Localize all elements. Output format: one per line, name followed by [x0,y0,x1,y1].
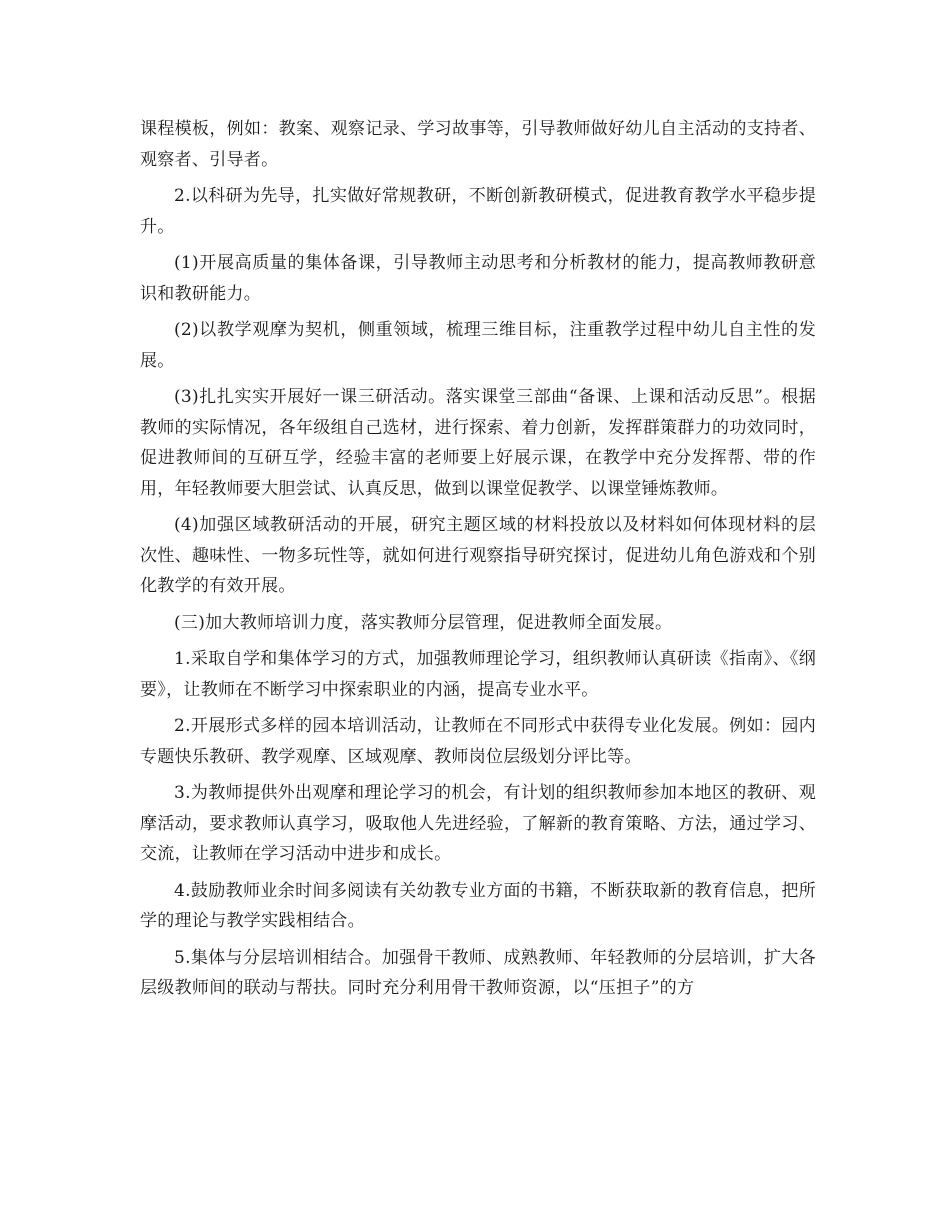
section-heading-3: (三)加大教师培训力度，落实教师分层管理，促进教师全面发展。 [174,612,673,633]
document-body [140,114,816,1010]
paragraph-11: 4.鼓励教师业余时间多阅读有关幼教专业方面的书籍，不断获取新的教育信息，把所学的理论与教学实践相结合。 [140,880,816,931]
paragraph-9: 2.开展形式多样的园本培训活动，让教师在不同形式中获得专业化发展。例如：园内专题快乐教研、教学观摩、区域观摩、教师岗位层级划分评比等。 [140,716,816,767]
paragraph-1: 课程模板，例如：教案、观察记录、学习故事等，引导教师做好幼儿自主活动的支持者、观察者、引导者。 [140,119,816,170]
paragraph-3: (1)开展高质量的集体备课，引导教师主动思考和分析教材的能力，提高教师教研意识和教研能力。 [140,253,816,304]
paragraph-5: (3)扎扎实实开展好一课三研活动。落实课堂三部曲“备课、上课和活动反思”。根据教师的实际情况，各年级组自己选材，进行探索、着力创新，发挥群策群力的功效同时，促进教师间的互研互学，经验丰富的老师要上好展示课，在教学中充分发挥帮、带的作用，年轻教师要大胆尝试、认真反思，做到以课堂促教学、以课堂锤炼教师。 [140,387,816,499]
paragraph-2: 2.以科研为先导，扎实做好常规教研，不断创新教研模式，促进教育教学水平稳步提升。 [140,186,816,237]
paragraph-4: (2)以教学观摩为契机，侧重领域，梳理三维目标，注重教学过程中幼儿自主性的发展。 [140,320,816,371]
paragraph-6: (4)加强区域教研活动的开展，研究主题区域的材料投放以及材料如何体现材料的层次性、趣味性、一物多玩性等，就如何进行观察指导研究探讨，促进幼儿角色游戏和个别化教学的有效开展。 [140,515,816,596]
paragraph-12: 5.集体与分层培训相结合。加强骨干教师、成熟教师、年轻教师的分层培训，扩大各层级教师间的联动与帮扶。同时充分利用骨干教师资源，以“压担子”的方 [140,947,816,998]
paragraph-8: 1.采取自学和集体学习的方式，加强教师理论学习，组织教师认真研读《指南》、《纲要》，让教师在不断学习中探索职业的内涵，提高专业水平。 [140,649,816,700]
paragraph-10: 3.为教师提供外出观摩和理论学习的机会，有计划的组织教师参加本地区的教研、观摩活动，要求教师认真学习，吸取他人先进经验，了解新的教育策略、方法，通过学习、交流，让教师在学习活动中进步和成长。 [140,783,816,864]
